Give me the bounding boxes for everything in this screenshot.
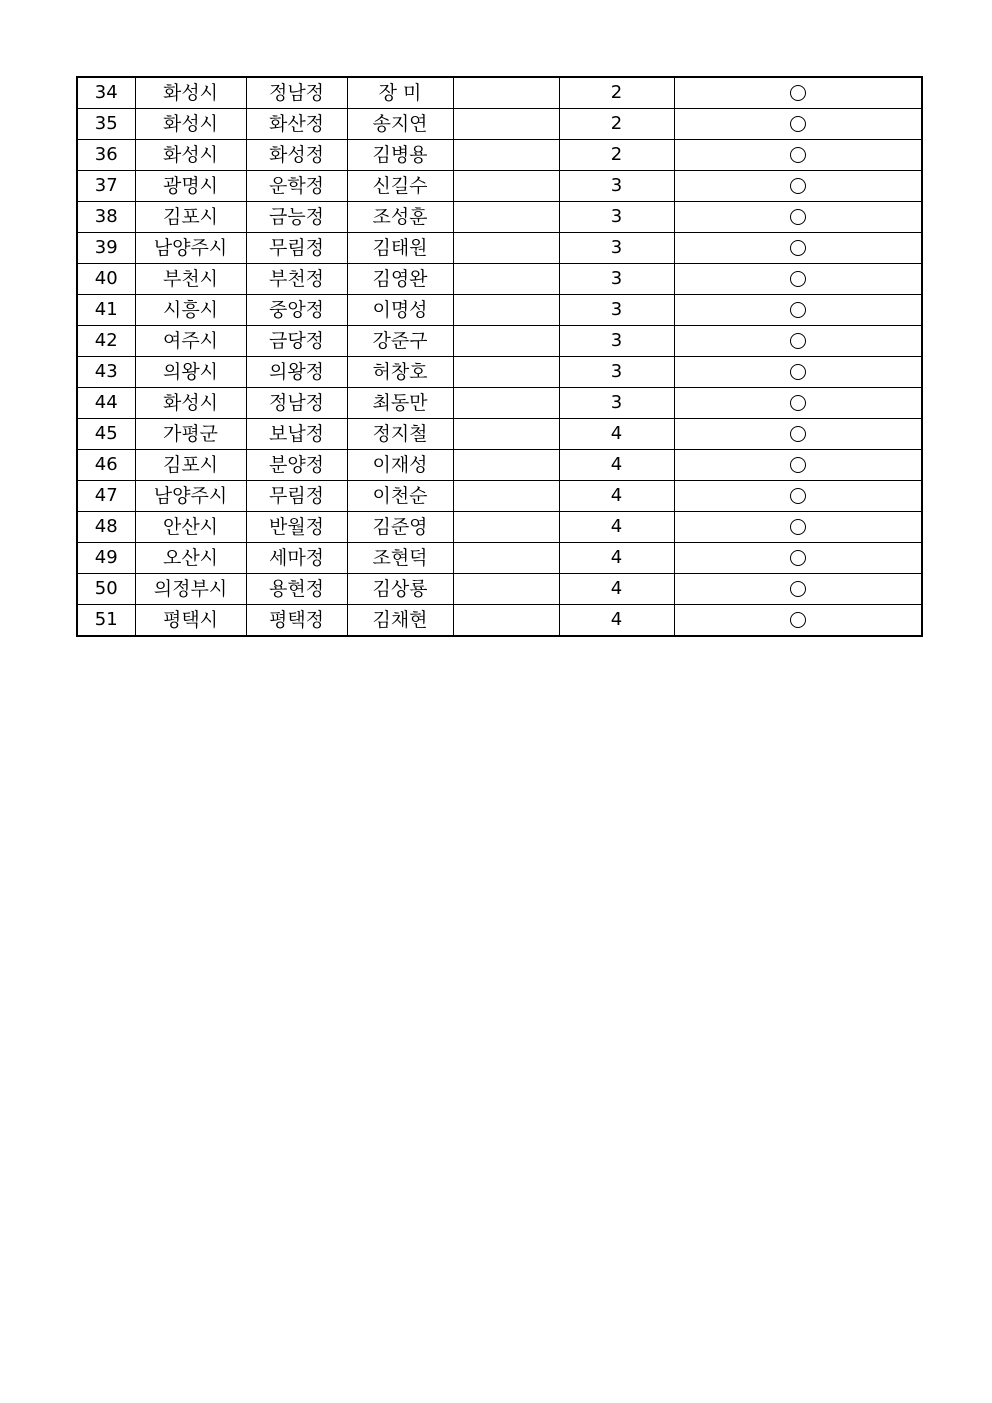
- grade-cell: 4: [559, 543, 674, 574]
- circle-mark-icon: [790, 302, 806, 318]
- blank-cell: [453, 388, 559, 419]
- row-number-cell: 43: [77, 357, 135, 388]
- mark-cell: [674, 419, 922, 450]
- circle-mark-icon: [790, 426, 806, 442]
- table-row: [77, 264, 922, 295]
- name-cell: 최동만: [347, 388, 453, 419]
- city-cell: 가평군: [135, 419, 246, 450]
- row-number-cell: 41: [77, 295, 135, 326]
- mark-cell: [674, 481, 922, 512]
- table-row: [77, 419, 922, 450]
- row-number-cell: 37: [77, 171, 135, 202]
- city-cell: 광명시: [135, 171, 246, 202]
- blank-cell: [453, 202, 559, 233]
- name-cell: 신길수: [347, 171, 453, 202]
- city-cell: 평택시: [135, 605, 246, 637]
- city-cell: 김포시: [135, 202, 246, 233]
- branch-cell: 세마정: [246, 543, 347, 574]
- mark-cell: [674, 295, 922, 326]
- circle-mark-icon: [790, 271, 806, 287]
- grade-cell: 3: [559, 202, 674, 233]
- row-number-cell: 51: [77, 605, 135, 637]
- branch-cell: 화성정: [246, 140, 347, 171]
- name-cell: 김영완: [347, 264, 453, 295]
- mark-cell: [674, 326, 922, 357]
- name-cell: 김병용: [347, 140, 453, 171]
- circle-mark-icon: [790, 209, 806, 225]
- circle-mark-icon: [790, 178, 806, 194]
- branch-cell: 운학정: [246, 171, 347, 202]
- branch-cell: 중앙정: [246, 295, 347, 326]
- row-number-cell: 49: [77, 543, 135, 574]
- branch-cell: 평택정: [246, 605, 347, 637]
- mark-cell: [674, 140, 922, 171]
- circle-mark-icon: [790, 364, 806, 380]
- table-row: [77, 512, 922, 543]
- table-row: [77, 77, 922, 109]
- city-cell: 남양주시: [135, 481, 246, 512]
- table-row: [77, 233, 922, 264]
- row-number-cell: 44: [77, 388, 135, 419]
- grade-cell: 3: [559, 357, 674, 388]
- row-number-cell: 40: [77, 264, 135, 295]
- branch-cell: 무림정: [246, 233, 347, 264]
- branch-cell: 금능정: [246, 202, 347, 233]
- mark-cell: [674, 543, 922, 574]
- circle-mark-icon: [790, 457, 806, 473]
- grade-cell: 4: [559, 512, 674, 543]
- table-row: [77, 543, 922, 574]
- mark-cell: [674, 574, 922, 605]
- name-cell: 이명성: [347, 295, 453, 326]
- table-row: [77, 450, 922, 481]
- city-cell: 의왕시: [135, 357, 246, 388]
- row-number-cell: 50: [77, 574, 135, 605]
- circle-mark-icon: [790, 488, 806, 504]
- table-row: [77, 481, 922, 512]
- circle-mark-icon: [790, 85, 806, 101]
- table-row: [77, 295, 922, 326]
- mark-cell: [674, 388, 922, 419]
- mark-cell: [674, 450, 922, 481]
- city-cell: 화성시: [135, 140, 246, 171]
- branch-cell: 용현정: [246, 574, 347, 605]
- blank-cell: [453, 295, 559, 326]
- row-number-cell: 46: [77, 450, 135, 481]
- row-number-cell: 34: [77, 77, 135, 109]
- city-cell: 김포시: [135, 450, 246, 481]
- name-cell: 허창호: [347, 357, 453, 388]
- city-cell: 의정부시: [135, 574, 246, 605]
- row-number-cell: 38: [77, 202, 135, 233]
- city-cell: 시흥시: [135, 295, 246, 326]
- blank-cell: [453, 326, 559, 357]
- grade-cell: 4: [559, 574, 674, 605]
- city-cell: 화성시: [135, 77, 246, 109]
- row-number-cell: 45: [77, 419, 135, 450]
- branch-cell: 무림정: [246, 481, 347, 512]
- branch-cell: 부천정: [246, 264, 347, 295]
- mark-cell: [674, 264, 922, 295]
- grade-cell: 4: [559, 605, 674, 637]
- name-cell: 김준영: [347, 512, 453, 543]
- blank-cell: [453, 481, 559, 512]
- city-cell: 남양주시: [135, 233, 246, 264]
- city-cell: 여주시: [135, 326, 246, 357]
- row-number-cell: 36: [77, 140, 135, 171]
- blank-cell: [453, 605, 559, 637]
- table-row: [77, 574, 922, 605]
- branch-cell: 의왕정: [246, 357, 347, 388]
- branch-cell: 보납정: [246, 419, 347, 450]
- row-number-cell: 35: [77, 109, 135, 140]
- blank-cell: [453, 543, 559, 574]
- grade-cell: 3: [559, 171, 674, 202]
- blank-cell: [453, 233, 559, 264]
- blank-cell: [453, 140, 559, 171]
- roster-body: [77, 77, 922, 636]
- blank-cell: [453, 77, 559, 109]
- name-cell: 이재성: [347, 450, 453, 481]
- branch-cell: 분양정: [246, 450, 347, 481]
- name-cell: 정지철: [347, 419, 453, 450]
- name-cell: 송지연: [347, 109, 453, 140]
- blank-cell: [453, 450, 559, 481]
- branch-cell: 정남정: [246, 388, 347, 419]
- city-cell: 화성시: [135, 109, 246, 140]
- branch-cell: 정남정: [246, 77, 347, 109]
- grade-cell: 2: [559, 140, 674, 171]
- name-cell: 조현덕: [347, 543, 453, 574]
- mark-cell: [674, 77, 922, 109]
- circle-mark-icon: [790, 116, 806, 132]
- blank-cell: [453, 357, 559, 388]
- branch-cell: 금당정: [246, 326, 347, 357]
- city-cell: 안산시: [135, 512, 246, 543]
- circle-mark-icon: [790, 395, 806, 411]
- circle-mark-icon: [790, 240, 806, 256]
- table-row: [77, 109, 922, 140]
- row-number-cell: 39: [77, 233, 135, 264]
- grade-cell: 4: [559, 419, 674, 450]
- mark-cell: [674, 202, 922, 233]
- grade-cell: 3: [559, 233, 674, 264]
- grade-cell: 4: [559, 450, 674, 481]
- name-cell: 김태원: [347, 233, 453, 264]
- circle-mark-icon: [790, 581, 806, 597]
- name-cell: 조성훈: [347, 202, 453, 233]
- blank-cell: [453, 171, 559, 202]
- blank-cell: [453, 574, 559, 605]
- branch-cell: 화산정: [246, 109, 347, 140]
- circle-mark-icon: [790, 147, 806, 163]
- city-cell: 화성시: [135, 388, 246, 419]
- grade-cell: 3: [559, 326, 674, 357]
- circle-mark-icon: [790, 519, 806, 535]
- table-row: [77, 171, 922, 202]
- grade-cell: 4: [559, 481, 674, 512]
- blank-cell: [453, 264, 559, 295]
- city-cell: 오산시: [135, 543, 246, 574]
- table-row: [77, 605, 922, 637]
- grade-cell: 2: [559, 77, 674, 109]
- table-row: [77, 202, 922, 233]
- name-cell: 김채현: [347, 605, 453, 637]
- grade-cell: 3: [559, 388, 674, 419]
- table-row: [77, 326, 922, 357]
- mark-cell: [674, 605, 922, 637]
- row-number-cell: 47: [77, 481, 135, 512]
- branch-cell: 반월정: [246, 512, 347, 543]
- blank-cell: [453, 512, 559, 543]
- mark-cell: [674, 109, 922, 140]
- table-row: [77, 388, 922, 419]
- name-cell: 이천순: [347, 481, 453, 512]
- city-cell: 부천시: [135, 264, 246, 295]
- table-row: [77, 140, 922, 171]
- mark-cell: [674, 233, 922, 264]
- circle-mark-icon: [790, 333, 806, 349]
- name-cell: 김상룡: [347, 574, 453, 605]
- grade-cell: 3: [559, 264, 674, 295]
- circle-mark-icon: [790, 612, 806, 628]
- mark-cell: [674, 512, 922, 543]
- row-number-cell: 42: [77, 326, 135, 357]
- blank-cell: [453, 419, 559, 450]
- blank-cell: [453, 109, 559, 140]
- mark-cell: [674, 357, 922, 388]
- circle-mark-icon: [790, 550, 806, 566]
- grade-cell: 2: [559, 109, 674, 140]
- row-number-cell: 48: [77, 512, 135, 543]
- grade-cell: 3: [559, 295, 674, 326]
- roster-table: [76, 76, 923, 637]
- table-row: [77, 357, 922, 388]
- name-cell: 장 미: [347, 77, 453, 109]
- name-cell: 강준구: [347, 326, 453, 357]
- mark-cell: [674, 171, 922, 202]
